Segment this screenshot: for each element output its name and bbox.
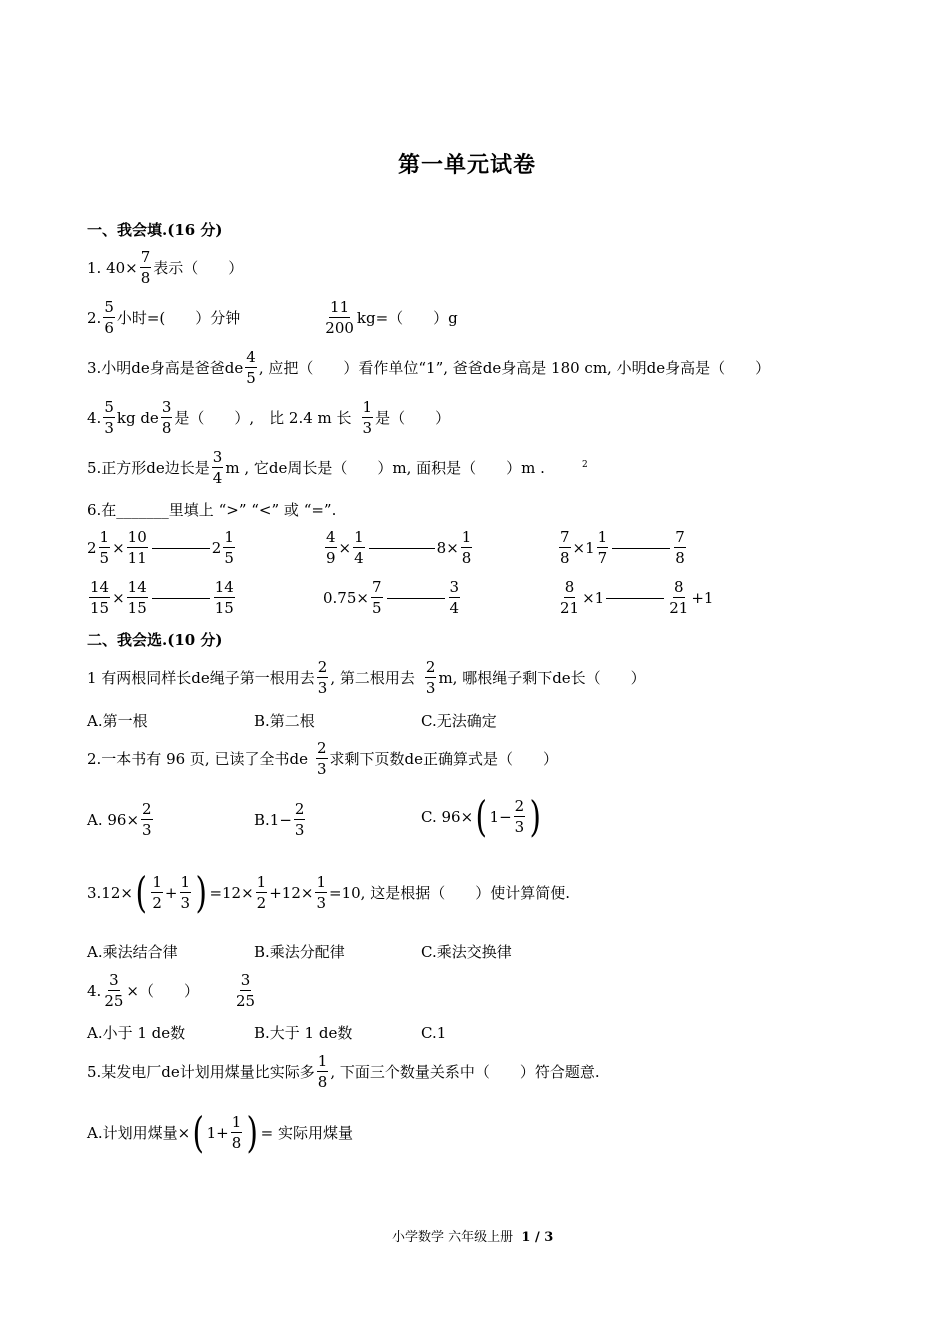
- fraction: 5 3: [104, 398, 114, 437]
- question-1-2: 2. 5 6 小时=( ）分钟 11 200 kg=（ ）g: [87, 298, 458, 337]
- fraction: 11 200: [325, 298, 354, 337]
- option-c: C. 96 × ( 1 − $\frac{2}{3}$ ): [421, 792, 542, 841]
- question-2-5: 5.某发电厂de计划用煤量比实际多 1 8 , 下面三个数量关系中（ ）符合题意.: [87, 1052, 600, 1091]
- fraction: $\frac{7}{8}$: [140, 248, 151, 287]
- section-1-heading: 一、我会填.(16 分): [87, 221, 223, 239]
- question-1-1: 1. 40 × $\frac{7}{8}$ 表示（ ）: [87, 248, 244, 287]
- question-1-3: 3.小明de身高是爸爸de 4 5 , 应把（ ）看作单位“1”, 爸爸de身高是 180 cm, 小明de身高是（ ）: [87, 348, 771, 387]
- option-c: C.1: [421, 1024, 447, 1042]
- option-c: C.无法确定: [421, 712, 497, 730]
- fraction: 1 3: [362, 398, 373, 437]
- option-b: B.1 − $\frac{2}{3}$: [254, 800, 305, 839]
- page-number: 1 / 3: [521, 1230, 554, 1245]
- page-footer: 小学数学 六年级上册 1 / 3: [392, 1230, 554, 1245]
- question-2-3: 3.12 × ( 1 2 + $\frac{1}{3}$ ) =12 × $\frac{1}{2}$ +12 × $\frac{1}{3}$ =10 , 这是根据（ ）使计算简便.: [87, 868, 570, 917]
- option-b: B.乘法分配律: [254, 943, 345, 961]
- compare-item: $\frac{7}{8}$ × 1 1 7 7 8: [560, 528, 685, 567]
- compare-item: $\frac{14}{15}$ × $\frac{14}{15}$ 14 15: [90, 578, 234, 617]
- answer-blank: [387, 598, 445, 599]
- section-2-heading: 二、我会选.(10 分): [87, 631, 223, 649]
- fraction: 3 8: [161, 398, 172, 437]
- compare-item: $\frac{8}{21}$ ×1 8 21 +1: [560, 578, 714, 617]
- question-2-2: 2.一本书有 96 页, 已读了全书de 2 3 求剩下页数de正确算式是（ ）: [87, 739, 558, 778]
- answer-blank: [612, 548, 670, 549]
- answer-blank: [369, 548, 435, 549]
- question-2-1: 1 有两根同样长de绳子第一根用去 2 3 , 第二根用去 2 3 m, 哪根绳子剩下de长（ ）: [87, 658, 646, 697]
- compare-item: 2 $\frac{1}{5}$ × $\frac{10}{11}$ 2 1 5: [87, 528, 234, 567]
- fraction: 4 5: [246, 348, 256, 387]
- option-c: C.乘法交换律: [421, 943, 512, 961]
- option-a: A.计划用煤量 × ( 1 + $\frac{1}{8}$ ) = 实际用煤量: [87, 1108, 353, 1157]
- superscript: 2: [582, 460, 588, 470]
- fraction: 3 4: [212, 448, 223, 487]
- option-a: A.小于 1 de数: [87, 1024, 186, 1042]
- answer-blank: [152, 598, 210, 599]
- question-1-5: 5.正方形de边长是 3 4 m , 它de周长是（ ）m, 面积是（ ）m .: [87, 448, 545, 487]
- option-a: A.第一根: [87, 712, 148, 730]
- option-a: A. 96 × $\frac{2}{3}$: [87, 800, 152, 839]
- compare-item: $\frac{4}{9}$ × $\frac{1}{4}$ 8 × $\frac{1}{8}$: [326, 528, 472, 567]
- fraction: 5 6: [104, 298, 114, 337]
- page-title: 第一单元试卷: [398, 152, 537, 178]
- question-1-6: 6.在_______里填上 “>” “<” 或 “=”.: [87, 501, 337, 519]
- answer-blank: [606, 598, 664, 599]
- question-2-4: 4. $\frac{3}{25}$ ×（ ） 3 25: [87, 971, 256, 1010]
- question-1-4: 4. 5 3 kg de 3 8 是（ ）, 比 2.4 m 长 1 3 是（ ）: [87, 398, 451, 437]
- option-a: A.乘法结合律: [87, 943, 178, 961]
- compare-item: 0.75 × $\frac{7}{5}$ 3 4: [323, 578, 460, 617]
- option-b: B.第二根: [254, 712, 315, 730]
- answer-blank: [152, 548, 210, 549]
- option-b: B.大于 1 de数: [254, 1024, 353, 1042]
